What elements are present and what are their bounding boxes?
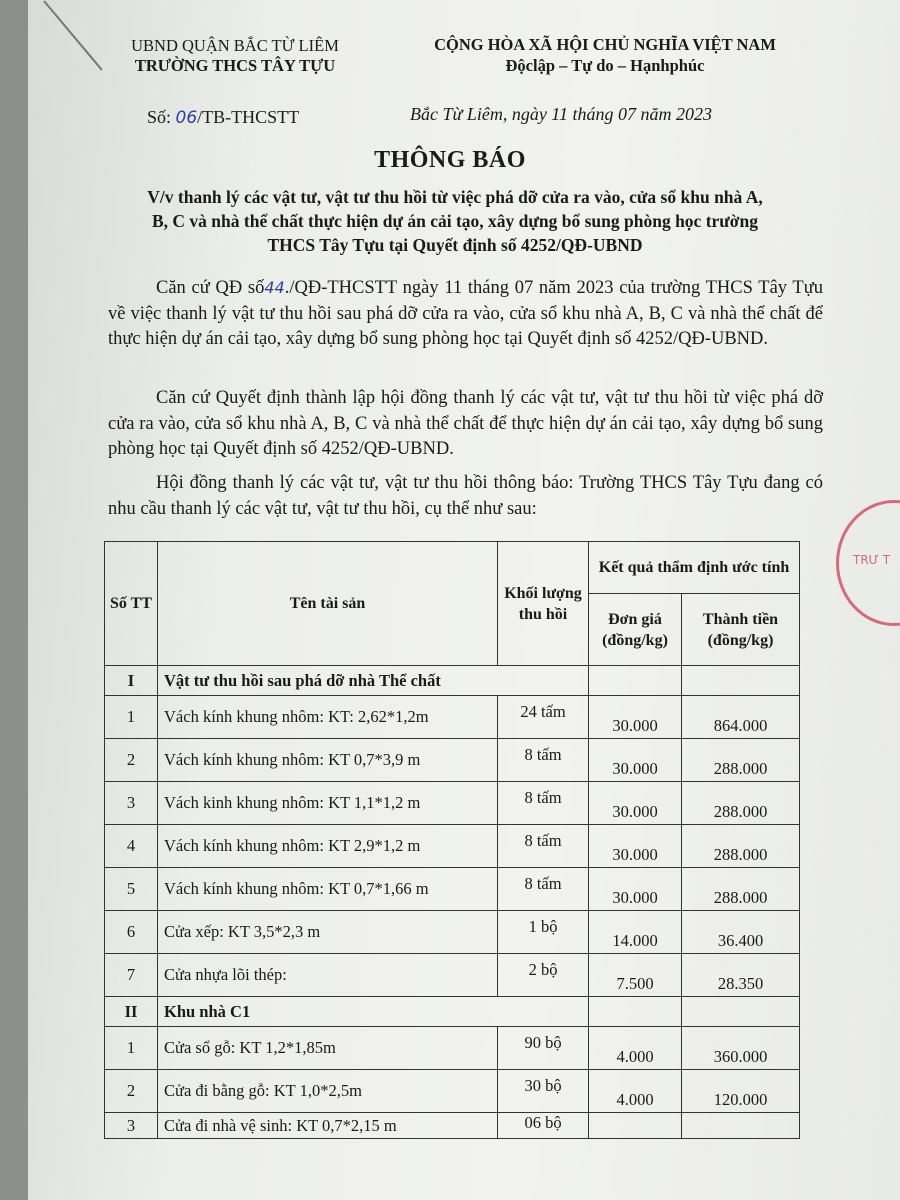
issuing-organization bbox=[120, 36, 350, 76]
header-stt: Số TT bbox=[105, 542, 158, 666]
date-line: Bắc Từ Liêm, ngày 11 tháng 07 năm 2023 bbox=[410, 104, 712, 124]
table-row: 2 Cửa đi bằng gỗ: KT 1,0*2,5m 30 bộ 4.000 120.000 bbox=[105, 1070, 800, 1113]
table-row: 4 Vách kính khung nhôm: KT 2,9*1,2 m 8 tấm 30.000 288.000 bbox=[105, 825, 800, 868]
motto: Độclập – Tự do – Hạnhphúc bbox=[505, 56, 705, 75]
paragraph-announcement: Hội đồng thanh lý các vật tư, vật tư thu hồi thông báo: Trường THCS Tây Tựu đang có nhu cầu thanh lý các vật tư, vật tư thu hồi, cụ thể như sau: bbox=[108, 473, 823, 519]
document-title: THÔNG BÁO bbox=[374, 147, 526, 173]
header-appraisal-group: Kết quả thẩm định ước tính bbox=[589, 542, 800, 594]
table-row: 3 Vách kinh khung nhôm: KT 1,1*1,2 m 8 tấm 30.000 288.000 bbox=[105, 782, 800, 825]
national-motto bbox=[420, 34, 790, 76]
school-name: TRƯỜNG THCS TÂY TỰU bbox=[134, 56, 336, 75]
table-row: 1 Cửa sổ gỗ: KT 1,2*1,85m 90 bộ 4.000 360.000 bbox=[105, 1027, 800, 1070]
paragraph-legal-basis-2: Căn cứ Quyết định thành lập hội đồng thanh lý các vật tư, vật tư thu hồi từ việc phá dỡ cửa ra vào, cửa sổ khu nhà A, B, C và nhà thể chất để thực hiện dự án cải tạo, xây dựng bổ sung phòng học tại Quyết định số 4252/QĐ-UBND. bbox=[108, 388, 823, 459]
country-name: CỘNG HÒA XÃ HỘI CHỦ NGHĨA VIỆT NAM bbox=[434, 35, 776, 54]
header-quantity: Khối lượng thu hồi bbox=[498, 542, 589, 666]
document-subject: V/v thanh lý các vật tư, vật tư thu hồi từ việc phá dỡ cửa ra vào, cửa sổ khu nhà A, B, C và nhà thể chất thực hiện dự án cải tạo, xây dựng bổ sung phòng học trường THCS Tây Tựu tại Quyết định số 4252/QĐ-UBND bbox=[147, 187, 763, 255]
red-seal-stamp: TRƯ T bbox=[836, 500, 900, 626]
header-unit-price: Đơn giá (đồng/kg) bbox=[589, 594, 682, 666]
asset-table bbox=[104, 541, 800, 1139]
section-row: I Vật tư thu hồi sau phá dỡ nhà Thể chất bbox=[105, 666, 800, 696]
header-total: Thành tiền (đồng/kg) bbox=[682, 594, 800, 666]
table-row: 6 Cửa xếp: KT 3,5*2,3 m 1 bộ 14.000 36.400 bbox=[105, 911, 800, 954]
document-number: Số: 06/TB-THCSTT bbox=[147, 107, 300, 128]
handwritten-decision-number: 44 bbox=[264, 278, 285, 297]
table-row: 5 Vách kính khung nhôm: KT 0,7*1,66 m 8 tấm 30.000 288.000 bbox=[105, 868, 800, 911]
table-row: 7 Cửa nhựa lõi thép: 2 bộ 7.500 28.350 bbox=[105, 954, 800, 997]
table-row: 1 Vách kính khung nhôm: KT: 2,62*1,2m 24 tấm 30.000 864.000 bbox=[105, 696, 800, 739]
table-row: 2 Vách kính khung nhôm: KT 0,7*3,9 m 8 tấm 30.000 288.000 bbox=[105, 739, 800, 782]
paragraph-legal-basis-1: Căn cứ QĐ số44./QĐ-THCSTT ngày 11 tháng 07 năm 2023 của trường THCS Tây Tựu về việc thanh lý vật tư thu hồi sau phá dỡ cửa ra vào, cửa sổ khu nhà A, B, C và nhà thể chất để thực hiện dự án cải tạo, xây dựng bổ sung phòng học tại Quyết định số 4252/QĐ-UBND. bbox=[108, 278, 823, 349]
table-row: 3 Cửa đi nhà vệ sinh: KT 0,7*2,15 m 06 bộ bbox=[105, 1113, 800, 1139]
district-name: UBND QUẬN BẮC TỪ LIÊM bbox=[131, 36, 339, 55]
section-row: II Khu nhà C1 bbox=[105, 997, 800, 1027]
handwritten-number: 06 bbox=[175, 108, 198, 128]
header-name: Tên tài sản bbox=[158, 542, 498, 666]
